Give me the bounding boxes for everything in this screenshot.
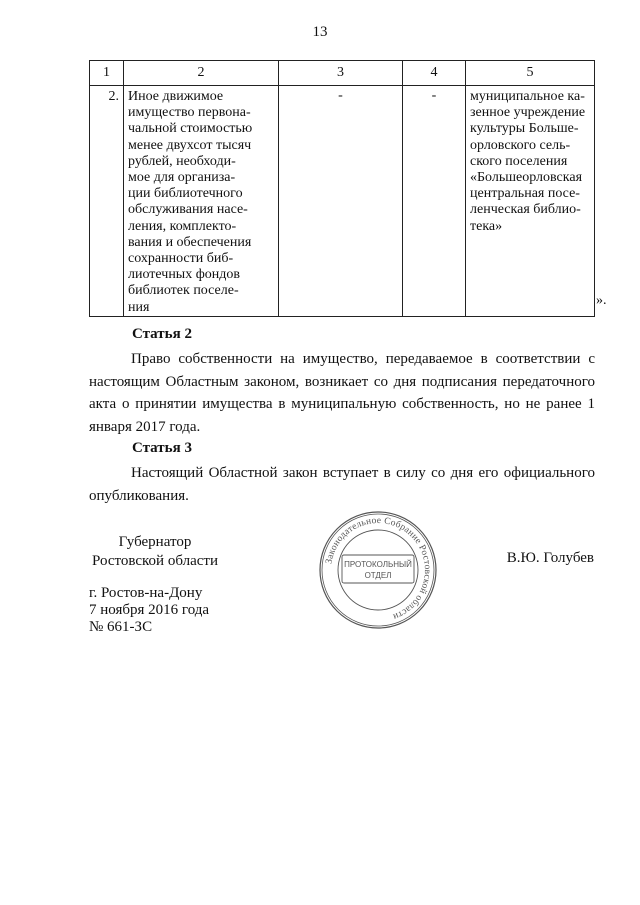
- property-table: [89, 60, 595, 317]
- signing-date: 7 ноября 2016 года: [89, 602, 210, 618]
- signing-place: г. Ростов-на-Дону: [89, 585, 203, 601]
- column-4-value: -: [403, 86, 466, 317]
- article-3-heading: Статья 3: [132, 440, 192, 456]
- row-number: 2.: [90, 86, 124, 317]
- column-header-2: 2: [124, 61, 279, 86]
- column-header-3: 3: [279, 61, 403, 86]
- table-header-row: [90, 61, 595, 86]
- signatory-title-line-1: Губернатор: [118, 534, 192, 550]
- stamp-center-line-2: ОТДЕЛ: [364, 571, 392, 580]
- recipient-institution: муниципальное ка- зенное учреждение культуры Больше- орловского сель- ского поселения «Большеорловская центральная посе- ленческая библио- тека»: [466, 86, 595, 317]
- stamp-ring-text: Законодательное Собрание Ростовской области: [324, 515, 433, 622]
- table-row: [90, 86, 595, 317]
- signing-details: [89, 585, 209, 636]
- article-2-heading: Статья 2: [132, 326, 192, 342]
- closing-quote: ».: [596, 293, 607, 308]
- article-2-text: Право собственности на имущество, передаваемое в соответствии с настоящим Областным законом, возникает со дня подписания передаточного акта о принятии имущества в муниципальную собственность, но не ранее 1 января 2017 года.: [89, 351, 595, 435]
- column-header-5: 5: [466, 61, 595, 86]
- signatory-name: В.Ю. Голубев: [506, 550, 594, 566]
- property-name: Иное движимое имущество первона- чальной стоимостью менее двухсот тысяч рублей, необходи- мое для организа- ции библиотечного обслуживания насе- ления, комплекто- вания и обеспечения сохранности биб- лиотечных фондов библиотек поселе- ния: [124, 86, 279, 317]
- protocol-department-stamp: [317, 509, 439, 631]
- page-number: 13: [312, 24, 328, 40]
- article-3-text: Настоящий Областной закон вступает в силу со дня его официального опубликования.: [89, 465, 595, 504]
- column-3-value: -: [279, 86, 403, 317]
- column-header-1: 1: [90, 61, 124, 86]
- signatory-title-line-2: Ростовской области: [92, 553, 218, 569]
- law-number: № 661-ЗС: [89, 619, 153, 635]
- column-header-4: 4: [403, 61, 466, 86]
- stamp-center-line-1: ПРОТОКОЛЬНЫЙ: [344, 560, 412, 569]
- signatory-title: [89, 533, 221, 571]
